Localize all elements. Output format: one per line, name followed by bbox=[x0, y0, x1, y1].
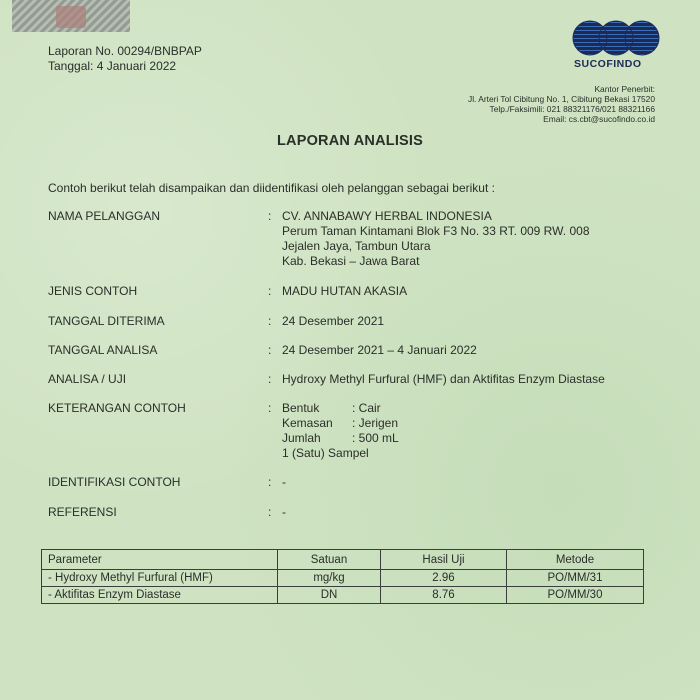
field-label: TANGGAL DITERIMA bbox=[48, 314, 165, 328]
note-value: : 500 mL bbox=[352, 431, 399, 445]
cell-parameter: - Hydroxy Methyl Furfural (HMF) bbox=[42, 570, 278, 587]
office-email: Email: cs.cbt@sucofindo.co.id bbox=[543, 114, 655, 124]
customer-address-3: Kab. Bekasi – Jawa Barat bbox=[282, 254, 420, 268]
table-header-row bbox=[42, 550, 644, 570]
company-name: SUCOFINDO bbox=[574, 58, 642, 70]
note-key: Jumlah bbox=[282, 431, 321, 445]
office-info bbox=[468, 84, 655, 124]
field-value bbox=[282, 401, 399, 461]
report-date: Tanggal: 4 Januari 2022 bbox=[48, 59, 177, 73]
field-label: JENIS CONTOH bbox=[48, 284, 138, 298]
corner-stamp-mark bbox=[12, 0, 130, 32]
field-value bbox=[282, 209, 590, 269]
cell-result: 8.76 bbox=[381, 587, 507, 604]
field-colon: : bbox=[268, 343, 272, 357]
cell-unit: mg/kg bbox=[278, 570, 381, 587]
field-colon: : bbox=[268, 209, 272, 223]
note-amount bbox=[282, 431, 399, 446]
field-label: ANALISA / UJI bbox=[48, 372, 127, 386]
cell-unit: DN bbox=[278, 587, 381, 604]
header-result: Hasil Uji bbox=[381, 550, 507, 570]
field-value: MADU HUTAN AKASIA bbox=[282, 284, 408, 298]
header-parameter: Parameter bbox=[42, 550, 278, 570]
table-row bbox=[42, 587, 644, 604]
field-colon: : bbox=[268, 401, 272, 415]
table-row bbox=[42, 570, 644, 587]
field-label: REFERENSI bbox=[48, 505, 117, 519]
field-colon: : bbox=[268, 284, 272, 298]
cell-result: 2.96 bbox=[381, 570, 507, 587]
report-header bbox=[48, 44, 202, 74]
cell-method: PO/MM/31 bbox=[507, 570, 644, 587]
note-key: Bentuk bbox=[282, 401, 320, 415]
header-method: Metode bbox=[507, 550, 644, 570]
field-colon: : bbox=[268, 372, 272, 386]
cell-method: PO/MM/30 bbox=[507, 587, 644, 604]
note-form bbox=[282, 401, 399, 416]
customer-address-2: Jejalen Jaya, Tambun Utara bbox=[282, 239, 431, 253]
field-label: TANGGAL ANALISA bbox=[48, 343, 158, 357]
field-value: 24 Desember 2021 – 4 Januari 2022 bbox=[282, 343, 477, 357]
header-unit: Satuan bbox=[278, 550, 381, 570]
note-value: : Cair bbox=[352, 401, 381, 415]
office-phone: Telp./Faksimili: 021 88321176/021 88321166 bbox=[489, 104, 655, 114]
office-address: Jl. Arteri Tol Cibitung No. 1, Cibitung Bekasi 17520 bbox=[468, 94, 655, 104]
field-colon: : bbox=[268, 314, 272, 328]
office-title: Kantor Penerbit: bbox=[594, 84, 655, 94]
report-number: Laporan No. 00294/BNBPAP bbox=[48, 44, 202, 58]
intro-text: Contoh berikut telah disampaikan dan diidentifikasi oleh pelanggan sebagai berikut : bbox=[48, 181, 495, 195]
field-label: NAMA PELANGGAN bbox=[48, 209, 161, 223]
customer-name: CV. ANNABAWY HERBAL INDONESIA bbox=[282, 209, 492, 223]
results-table bbox=[41, 549, 644, 604]
note-value: : Jerigen bbox=[352, 416, 399, 430]
cell-parameter: - Aktifitas Enzym Diastase bbox=[42, 587, 278, 604]
field-value: 24 Desember 2021 bbox=[282, 314, 385, 328]
field-colon: : bbox=[268, 475, 272, 489]
field-label: KETERANGAN CONTOH bbox=[48, 401, 186, 415]
field-label: IDENTIFIKASI CONTOH bbox=[48, 475, 181, 489]
field-value: Hydroxy Methyl Furfural (HMF) dan Aktifitas Enzym Diastase bbox=[282, 372, 605, 386]
customer-address-1: Perum Taman Kintamani Blok F3 No. 33 RT. 009 RW. 008 bbox=[282, 224, 590, 238]
field-colon: : bbox=[268, 505, 272, 519]
note-pack bbox=[282, 416, 399, 431]
note-sample-count: 1 (Satu) Sampel bbox=[282, 446, 369, 460]
note-key: Kemasan bbox=[282, 416, 333, 430]
document-title: LAPORAN ANALISIS bbox=[276, 133, 424, 149]
field-value: - bbox=[282, 475, 286, 489]
field-value: - bbox=[282, 505, 286, 519]
